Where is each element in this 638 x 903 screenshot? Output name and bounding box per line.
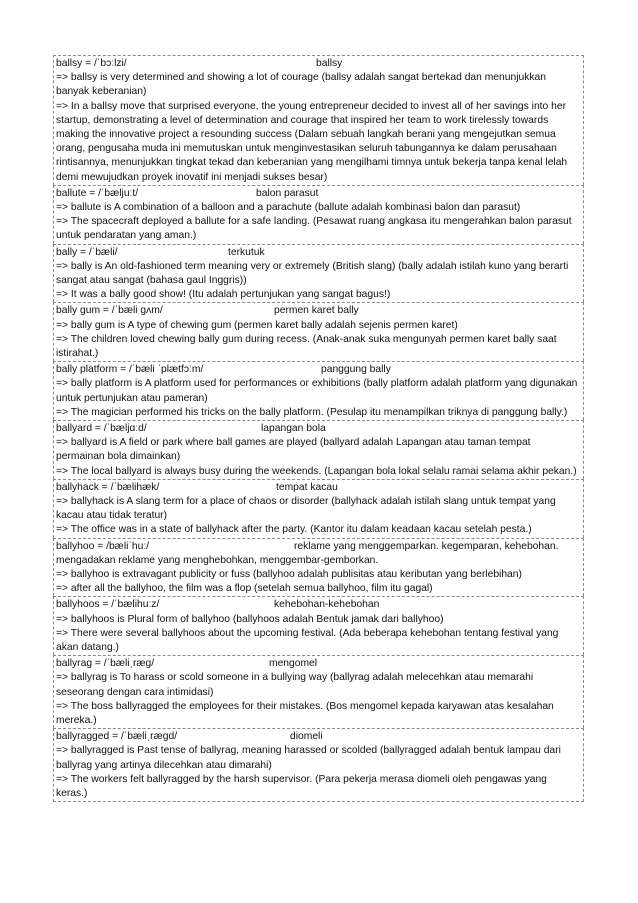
entry-term: ballyhoo = /bæliˈhuː/ <box>56 540 150 552</box>
dictionary-entry <box>53 538 584 597</box>
entry-line: => The local ballyard is always busy during the weekends. (Lapangan bola lokal selalu ramai selama akhir pekan.) <box>56 465 577 477</box>
entry-line: => ballyhoo is extravagant publicity or fuss (ballyhoo adalah publisitas atau keributan yang berlebihan) <box>56 568 522 580</box>
entry-line: => The children loved chewing bally gum during recess. (Anak-anak suka mengunyah permen karet bally saat istirahat.) <box>56 333 557 359</box>
entry-header <box>56 187 581 201</box>
entry-line: => bally platform is A platform used for performances or exhibitions (bally platform adalah platform yang digunakan untuk pertunjukan atau pameran) <box>56 378 578 404</box>
entry-term: bally gum = /ˈbæli ɡʌm/ <box>56 305 163 317</box>
entry-header <box>56 730 581 744</box>
entry-line: => ballsy is very determined and showing a lot of courage (ballsy adalah sangat bertekad dan menunjukkan banyak keberanian) <box>56 72 546 98</box>
dictionary-entry <box>53 55 584 185</box>
dictionary-entry <box>53 596 584 655</box>
entry-term: ballyrag = /ˈbæliˌræɡ/ <box>56 658 155 670</box>
entry-line: => ballyrag is To harass or scold someone in a bullying way (ballyrag adalah melecehkan atau memarahi seseorang dengan cara intimidasi) <box>56 672 534 698</box>
entry-term: ballyhack = /ˈbælihæk/ <box>56 481 160 493</box>
entry-header <box>56 57 581 71</box>
entry-header <box>56 540 581 554</box>
dictionary-entry <box>53 244 584 303</box>
entry-header <box>56 363 581 377</box>
entry-line: => There were several ballyhoos about the upcoming festival. (Ada beberapa kehebohan tentang festival yang akan datang.) <box>56 627 559 653</box>
dictionary-entry <box>53 185 584 244</box>
entry-line: => The workers felt ballyragged by the harsh supervisor. (Para pekerja merasa diomeli oleh pengawas yang keras.) <box>56 773 547 799</box>
dictionary-entry <box>53 420 584 479</box>
entry-header <box>56 598 581 612</box>
dictionary-entry <box>53 302 584 361</box>
entry-line: mengadakan reklame yang menghebohkan, menggembar-gemborkan. <box>56 554 379 566</box>
entry-translation: balon parasut <box>256 187 319 199</box>
entry-line: => ballyard is A field or park where ball games are played (ballyard adalah Lapangan atau taman tempat permainan bola dimainkan) <box>56 437 531 463</box>
entry-translation: panggung bally <box>321 364 391 376</box>
entry-term: bally = /ˈbæli/ <box>56 246 118 258</box>
entry-line: => bally is An old-fashioned term meaning very or extremely (British slang) (bally adalah istilah kuno yang berarti sangat atau sangat (bahasa gaul Inggris)) <box>56 260 569 286</box>
entry-line: => The magician performed his tricks on the bally platform. (Pesulap itu menampilkan triknya di panggung bally.) <box>56 406 568 418</box>
entry-line: => It was a bally good show! (Itu adalah pertunjukan yang sangat bagus!) <box>56 289 391 301</box>
entry-line: => ballute is A combination of a balloon and a parachute (ballute adalah kombinasi balon dan parasut) <box>56 202 521 213</box>
entry-term: ballyard = /ˈbæljɑːd/ <box>56 423 147 434</box>
dictionary-entry <box>53 361 584 420</box>
entry-translation: terkutuk <box>228 246 265 258</box>
entry-translation: diomeli <box>290 731 323 743</box>
entry-term: ballsy = /ˈbɔːlzi/ <box>56 58 127 69</box>
entry-header <box>56 304 581 318</box>
entry-header <box>56 422 581 436</box>
entry-translation: tempat kacau <box>276 481 338 493</box>
entry-term: ballute = /ˈbæljuːt/ <box>56 187 139 199</box>
dictionary-page <box>53 55 584 802</box>
entry-translation: ballsy <box>316 58 343 69</box>
entry-line: => ballyragged is Past tense of ballyrag, meaning harassed or scolded (ballyragged adalah bentuk lampau dari ballyrag yang artinya dilecehkan atau dimarahi) <box>56 745 561 771</box>
entry-header <box>56 481 581 495</box>
entry-header <box>56 657 581 671</box>
entry-term: ballyhoos = /ˈbælihuːz/ <box>56 599 160 611</box>
entry-term: bally platform = /ˈbæli ˈplætfɔːm/ <box>56 364 204 376</box>
entry-translation: permen karet bally <box>274 305 359 317</box>
entry-term: ballyragged = /ˈbæliˌræɡd/ <box>56 731 178 743</box>
entry-line: => ballyhack is A slang term for a place of chaos or disorder (ballyhack adalah istilah slang untuk tempat yang kacau atau tidak teratur) <box>56 495 556 522</box>
dictionary-entry <box>53 479 584 538</box>
entry-line: => In a ballsy move that surprised everyone, the young entrepreneur decided to invest all of her savings into her startup, demonstrating a level of determination and courage that inspired her team to work tirelessly towards making the innovative project a resounding success (Dalam sebuah langkah berani yang mengejutkan semua orang, pengusaha muda ini memutuskan untuk menginvestasikan seluruh tabungannya ke dalam perusahaan rintisannya, menunjukkan tingkat tekad dan keberanian yang mengilhami timnya untuk bekerja tanpa kenal lelah demi mewujudkan proyek inovatif ini menjadi sukses besar) <box>56 100 568 183</box>
entry-header <box>56 246 581 260</box>
entry-translation: lapangan bola <box>261 423 326 434</box>
entry-line: => ballyhoos is Plural form of ballyhoo (ballyhoos adalah Bentuk jamak dari ballyhoo) <box>56 613 444 625</box>
entry-line: => after all the ballyhoo, the film was a flop (setelah semua ballyhoo, film itu gagal) <box>56 583 433 595</box>
entry-line: => The office was in a state of ballyhack after the party. (Kantor itu dalam keadaan kacau setelah pesta.) <box>56 524 532 536</box>
entry-line: => The spacecraft deployed a ballute for a safe landing. (Pesawat ruang angkasa itu mengerahkan balon parasut untuk pendaratan yang aman.) <box>56 216 572 242</box>
dictionary-entry <box>53 728 584 802</box>
entry-line: => bally gum is A type of chewing gum (permen karet bally adalah sejenis permen karet) <box>56 319 458 331</box>
entry-translation: kehebohan-kehebohan <box>274 599 380 611</box>
dictionary-entry <box>53 655 584 728</box>
entry-line: => The boss ballyragged the employees for their mistakes. (Bos mengomel kepada karyawan atas kesalahan mereka.) <box>56 700 554 726</box>
entry-translation: mengomel <box>269 658 318 670</box>
entry-translation: reklame yang menggemparkan. kegemparan, kehebohan. <box>294 540 559 552</box>
